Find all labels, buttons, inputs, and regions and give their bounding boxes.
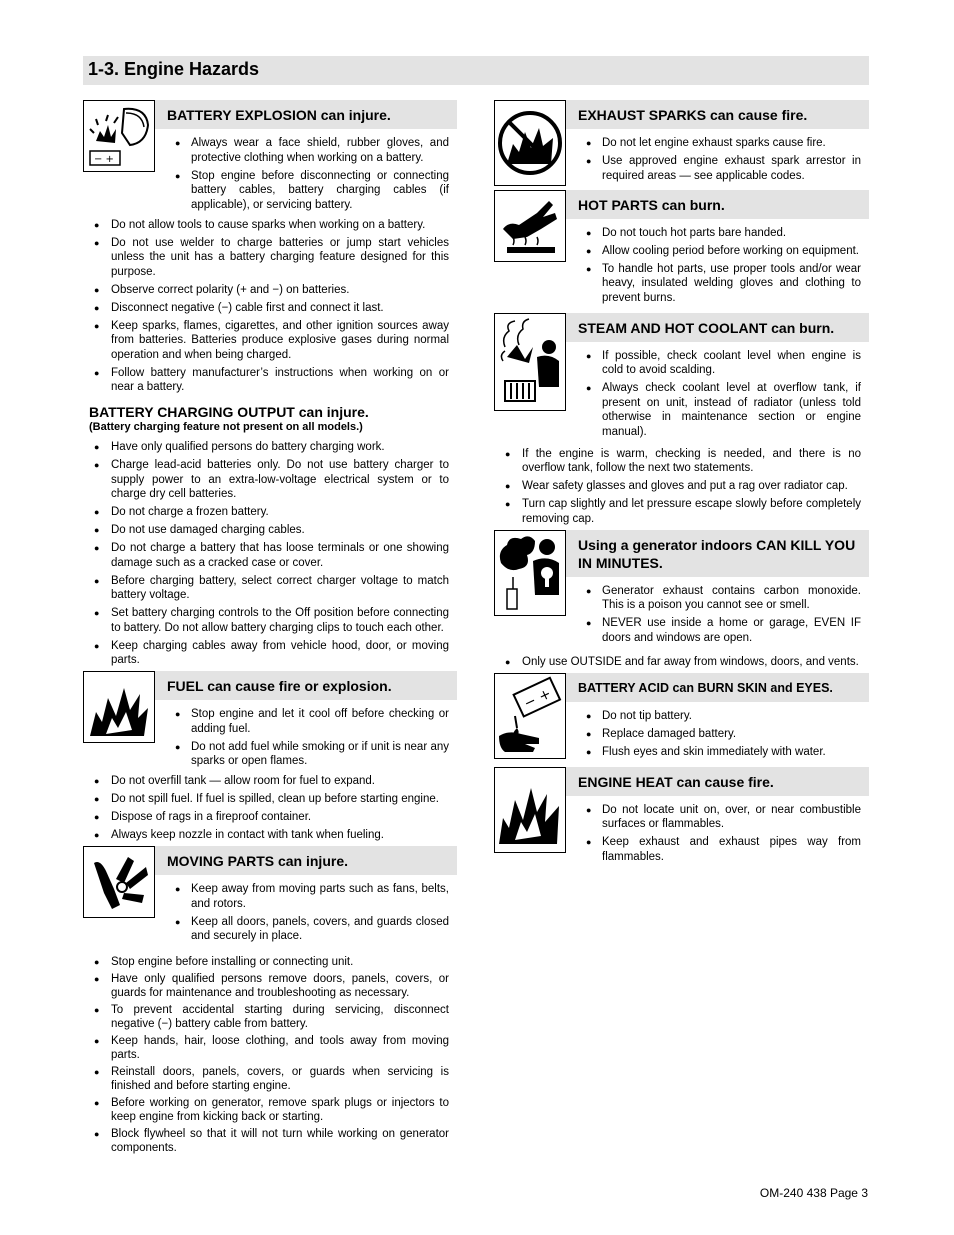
list-item: ● Do not charge a battery that has loose terminals or one showing damage such as a cracked case or cover. bbox=[83, 541, 449, 570]
list-item: ● Follow battery manufacturer’s instructions when working on or near a battery. bbox=[83, 366, 449, 395]
list-item: ● Do not spill fuel. If fuel is spilled, clean up before starting engine. bbox=[83, 792, 449, 807]
list-item: ● If possible, check coolant level when engine is cold to avoid scalding. bbox=[584, 349, 861, 378]
flame-icon bbox=[83, 671, 155, 743]
list-item: ● Generator exhaust contains carbon monoxide. This is a poison you cannot see or smell. bbox=[584, 584, 861, 613]
list-item: ● Do not use damaged charging cables. bbox=[83, 523, 449, 538]
list-item: ● Keep exhaust and exhaust pipes way from flammables. bbox=[584, 835, 861, 864]
section-heading: HOT PARTS can burn. bbox=[566, 190, 869, 219]
list-item: ● Do not touch hot parts bare handed. bbox=[584, 226, 861, 241]
section-heading: MOVING PARTS can injure. bbox=[155, 846, 457, 875]
section-heading: BATTERY EXPLOSION can injure. bbox=[155, 100, 457, 129]
exhaust-sparks-section bbox=[494, 100, 869, 187]
list-item: ● Reinstall doors, panels, covers, or guards when servicing is finished and before starting engine. bbox=[83, 1065, 449, 1094]
list-item: ● Always check coolant level at overflow tank, if present on unit, instead of radiator (unless told otherwise in maintenance section or engine manual). bbox=[584, 381, 861, 439]
moving-parts-hand-icon bbox=[83, 846, 155, 918]
list-item: ● Set battery charging controls to the Off position before connecting to battery. Do not allow battery charging clips to touch each other. bbox=[83, 606, 449, 635]
battery-acid-section bbox=[494, 673, 869, 763]
list-item: ● Before charging battery, select correct charger voltage to match battery voltage. bbox=[83, 574, 449, 603]
battery-explosion-section bbox=[83, 100, 457, 216]
battery-acid-icon bbox=[494, 673, 566, 759]
svg-text:− +: − + bbox=[521, 685, 554, 712]
list-item: ● Do not overfill tank — allow room for fuel to expand. bbox=[83, 774, 449, 789]
battery-explosion-icon bbox=[83, 100, 155, 172]
hot-parts-hand-icon bbox=[494, 190, 566, 262]
list-item: ● Keep sparks, flames, cigarettes, and other ignition sources away from batteries. Batteries produce explosive gases during normal operation and when being charged. bbox=[83, 319, 449, 363]
list-item: ● Turn cap slightly and let pressure escape slowly before completely removing cap. bbox=[494, 497, 861, 526]
list-item: ● Keep charging cables away from vehicle hood, door, or moving parts. bbox=[83, 639, 449, 668]
list-item: ● Stop engine and let it cool off before checking or adding fuel. bbox=[173, 707, 449, 736]
list-item: ● Always keep nozzle in contact with tank when fueling. bbox=[83, 828, 449, 843]
hot-parts-section bbox=[494, 190, 869, 309]
list-item: ● Do not tip battery. bbox=[584, 709, 861, 724]
list-item: ● Have only qualified persons remove doors, panels, covers, or guards for maintenance and troubleshooting as necessary. bbox=[83, 972, 449, 1001]
exhaust-fumes-person-icon bbox=[494, 530, 566, 616]
list-item: ● To handle hot parts, use proper tools and/or wear heavy, insulated welding gloves and clothing to prevent burns. bbox=[584, 262, 861, 306]
list-item: ● Do not allow tools to cause sparks when working on a battery. bbox=[83, 218, 449, 233]
list-item: ● Keep away from moving parts such as fans, belts, and rotors. bbox=[173, 882, 449, 911]
list-item: ● Charge lead-acid batteries only. Do not use battery charger to supply power to an extra-low-voltage electrical system or to charge dry cell batteries. bbox=[83, 458, 449, 502]
section-heading: BATTERY ACID can BURN SKIN and EYES. bbox=[566, 673, 869, 702]
list-item: ● Keep hands, hair, loose clothing, and tools away from moving parts. bbox=[83, 1034, 449, 1063]
list-item: ● Do not charge a frozen battery. bbox=[83, 505, 449, 520]
list-item: ● Only use OUTSIDE and far away from windows, doors, and vents. bbox=[494, 655, 861, 670]
list-item: ● Observe correct polarity (+ and −) on batteries. bbox=[83, 283, 449, 298]
list-item: ● Dispose of rags in a fireproof container. bbox=[83, 810, 449, 825]
steam-coolant-section bbox=[494, 313, 869, 443]
list-item: ● Do not use welder to charge batteries or jump start vehicles unless the unit has a battery charging feature designed for this purpose. bbox=[83, 236, 449, 280]
list-item: ● Do not add fuel while smoking or if unit is near any sparks or open flames. bbox=[173, 740, 449, 769]
section-heading: ENGINE HEAT can cause fire. bbox=[566, 767, 869, 796]
section-heading: EXHAUST SPARKS can cause fire. bbox=[566, 100, 869, 129]
page-title: 1-3. Engine Hazards bbox=[83, 56, 869, 85]
svg-text:− +: − + bbox=[94, 154, 114, 165]
list-item: ● Do not let engine exhaust sparks cause fire. bbox=[584, 136, 861, 151]
list-item: ● Flush eyes and skin immediately with water. bbox=[584, 745, 861, 760]
list-item: ● Do not locate unit on, over, or near combustible surfaces or flammables. bbox=[584, 803, 861, 832]
list-item: ● Replace damaged battery. bbox=[584, 727, 861, 742]
engine-heat-section bbox=[494, 767, 869, 868]
section-heading: Using a generator indoors CAN KILL YOU IN MINUTES. bbox=[566, 530, 869, 577]
list-item: ● Allow cooling period before working on equipment. bbox=[584, 244, 861, 259]
list-item: ● NEVER use inside a home or garage, EVEN IF doors and windows are open. bbox=[584, 616, 861, 645]
list-item: ● To prevent accidental starting during servicing, disconnect negative (−) battery cable from battery. bbox=[83, 1003, 449, 1032]
moving-parts-section bbox=[83, 846, 457, 947]
right-column bbox=[494, 100, 869, 868]
flame-icon bbox=[494, 767, 566, 853]
list-item: ● Use approved engine exhaust spark arrestor in required areas — see applicable codes. bbox=[584, 154, 861, 183]
steam-coolant-icon bbox=[494, 313, 566, 411]
list-item: ● Before working on generator, remove spark plugs or injectors to keep engine from kicking back or starting. bbox=[83, 1096, 449, 1125]
fuel-section bbox=[83, 671, 457, 772]
list-item: ● Stop engine before disconnecting or connecting battery cables, battery charging cables (if applicable), or servicing battery. bbox=[173, 169, 449, 213]
list-item: ● Block flywheel so that it will not turn while working on generator components. bbox=[83, 1127, 449, 1156]
list-item: ● Have only qualified persons do battery charging work. bbox=[83, 440, 449, 455]
list-item: ● Stop engine before installing or connecting unit. bbox=[83, 955, 449, 970]
section-heading: FUEL can cause fire or explosion. bbox=[155, 671, 457, 700]
page-footer: OM-240 438 Page 3 bbox=[759, 1186, 868, 1200]
no-sparks-icon bbox=[494, 100, 566, 186]
list-item: ● If the engine is warm, checking is needed, and there is no overflow tank, follow the next two statements. bbox=[494, 447, 861, 476]
list-item: ● Disconnect negative (−) cable first and connect it last. bbox=[83, 301, 449, 316]
list-item: ● Keep all doors, panels, covers, and guards closed and securely in place. bbox=[173, 915, 449, 944]
left-column bbox=[83, 100, 457, 1158]
generator-indoors-section bbox=[494, 530, 869, 649]
section-heading: STEAM AND HOT COOLANT can burn. bbox=[566, 313, 869, 342]
battery-charging-note: (Battery charging feature not present on all models.) bbox=[89, 421, 363, 433]
battery-charging-heading: BATTERY CHARGING OUTPUT can injure. bbox=[89, 404, 369, 420]
list-item: ● Wear safety glasses and gloves and put a rag over radiator cap. bbox=[494, 479, 861, 494]
list-item: ● Always wear a face shield, rubber gloves, and protective clothing when working on a battery. bbox=[173, 136, 449, 165]
